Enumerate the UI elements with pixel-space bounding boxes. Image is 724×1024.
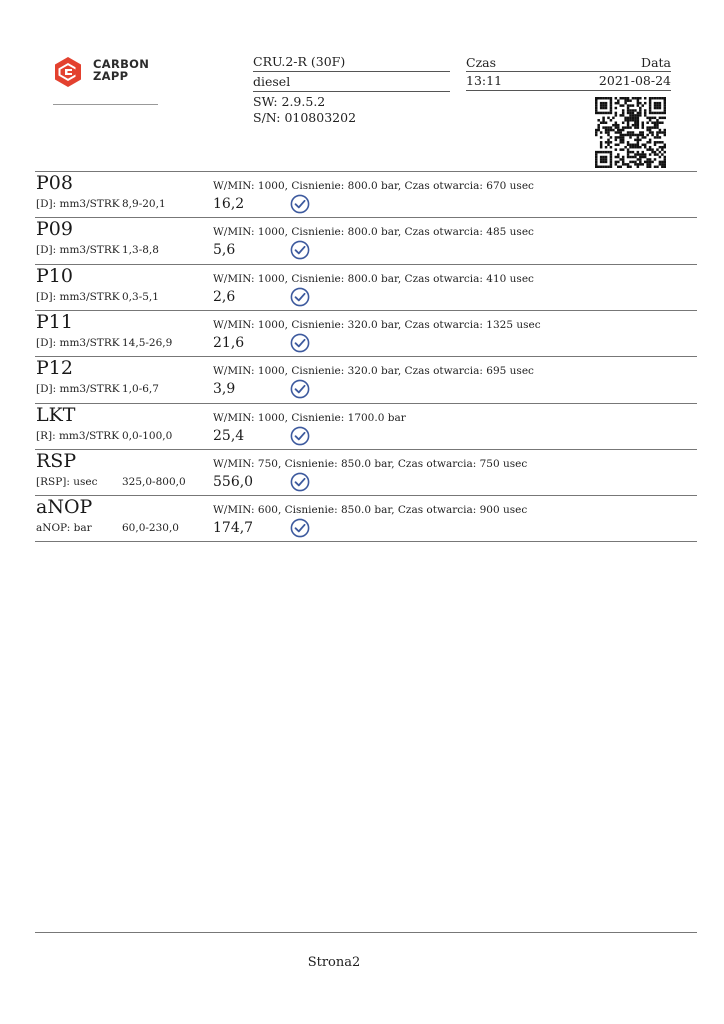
time-value: 13:11 — [466, 73, 503, 88]
check-circle-icon — [290, 379, 310, 399]
row-divider — [35, 541, 697, 542]
row-divider — [35, 449, 697, 450]
measured-value: 174,7 — [213, 520, 254, 537]
test-parameters: W/MIN: 600, Cisnienie: 850.0 bar, Czas otwarcia: 900 usec — [213, 504, 528, 517]
test-parameters: W/MIN: 1000, Cisnienie: 800.0 bar, Czas otwarcia: 485 usec — [213, 226, 534, 239]
range-value: 0,0-100,0 — [122, 429, 173, 442]
test-code: P10 — [36, 264, 73, 287]
test-code: P12 — [36, 357, 73, 380]
qr-code-icon — [595, 97, 666, 168]
unit-label: [RSP]: usec — [36, 475, 98, 488]
unit-label: [D]: mm3/STRK — [36, 244, 120, 257]
measured-value: 25,4 — [213, 427, 245, 444]
brand-line-1: CARBON — [93, 57, 150, 71]
time-date-underline-1 — [466, 71, 671, 72]
test-code: P08 — [36, 172, 73, 194]
test-parameters: W/MIN: 1000, Cisnienie: 320.0 bar, Czas otwarcia: 695 usec — [213, 365, 534, 378]
measured-value: 16,2 — [213, 196, 245, 212]
unit-label: [D]: mm3/STRK — [36, 336, 120, 349]
range-value: 1,3-8,8 — [122, 244, 159, 257]
check-circle-icon — [290, 240, 310, 260]
device-model: CRU.2-R (30F) — [253, 54, 346, 69]
check-circle-icon — [290, 518, 310, 538]
test-code: P11 — [36, 310, 73, 333]
measured-value: 21,6 — [213, 334, 245, 351]
brand-name — [93, 58, 149, 82]
brand-line-2: ZAPP — [93, 69, 129, 83]
unit-label: [D]: mm3/STRK — [36, 290, 120, 303]
row-divider — [35, 495, 697, 496]
time-label: Czas — [466, 55, 497, 70]
range-value: 325,0-800,0 — [122, 475, 186, 488]
test-parameters: W/MIN: 1000, Cisnienie: 800.0 bar, Czas otwarcia: 670 usec — [213, 180, 534, 192]
date-value: 2021-08-24 — [598, 73, 671, 88]
row-divider — [35, 310, 697, 311]
serial-number: S/N: 010803202 — [253, 110, 357, 125]
footer-divider — [35, 932, 697, 933]
check-circle-icon — [290, 287, 310, 307]
test-code: aNOP — [36, 496, 93, 519]
logo-underline — [53, 104, 158, 105]
time-date-underline-2 — [466, 90, 671, 91]
range-value: 8,9-20,1 — [122, 198, 166, 210]
fuel-underline — [253, 91, 450, 92]
test-parameters: W/MIN: 750, Cisnienie: 850.0 bar, Czas otwarcia: 750 usec — [213, 457, 528, 470]
fuel-type: diesel — [253, 74, 291, 89]
row-divider — [35, 356, 697, 357]
unit-label: aNOP: bar — [36, 522, 92, 535]
range-value: 0,3-5,1 — [122, 290, 159, 303]
row-divider — [35, 171, 697, 172]
unit-label: [R]: mm3/STRK — [36, 429, 120, 442]
range-value: 14,5-26,9 — [122, 336, 173, 349]
unit-label: [D]: mm3/STRK — [36, 198, 120, 210]
measured-value: 2,6 — [213, 288, 236, 305]
date-label: Data — [641, 55, 671, 70]
test-parameters: W/MIN: 1000, Cisnienie: 800.0 bar, Czas otwarcia: 410 usec — [213, 272, 534, 285]
unit-label: [D]: mm3/STRK — [36, 383, 120, 396]
test-code: RSP — [36, 449, 77, 472]
row-divider — [35, 403, 697, 404]
check-circle-icon — [290, 333, 310, 353]
test-parameters: W/MIN: 1000, Cisnienie: 320.0 bar, Czas otwarcia: 1325 usec — [213, 318, 541, 331]
check-circle-icon — [290, 194, 310, 214]
test-code: LKT — [36, 403, 76, 426]
row-divider — [35, 217, 697, 218]
software-version: SW: 2.9.5.2 — [253, 94, 326, 109]
range-value: 1,0-6,7 — [122, 383, 159, 396]
measured-value: 556,0 — [213, 473, 254, 490]
test-parameters: W/MIN: 1000, Cisnienie: 1700.0 bar — [213, 411, 406, 424]
check-circle-icon — [290, 472, 310, 492]
row-divider — [35, 264, 697, 265]
range-value: 60,0-230,0 — [122, 522, 179, 535]
measured-value: 3,9 — [213, 381, 236, 398]
device-underline — [253, 71, 450, 72]
test-code: P09 — [36, 218, 73, 241]
page-number: Strona2 — [307, 955, 361, 970]
measured-value: 5,6 — [213, 242, 236, 259]
check-circle-icon — [290, 426, 310, 446]
